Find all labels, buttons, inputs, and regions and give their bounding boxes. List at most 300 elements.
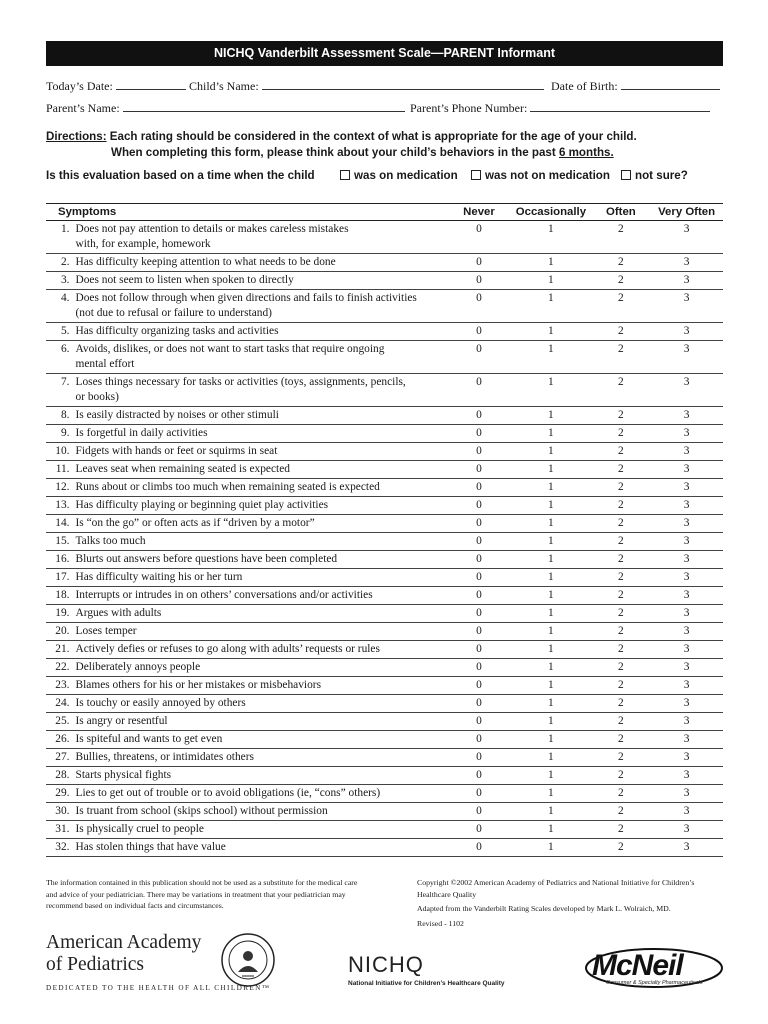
symptom-number: 17.: [46, 569, 76, 587]
rating-option[interactable]: 0: [448, 497, 510, 515]
symptom-number: 26.: [46, 731, 76, 749]
rating-option[interactable]: 2: [592, 767, 651, 785]
rating-option[interactable]: 3: [650, 587, 723, 605]
table-row: [46, 677, 723, 695]
info-row-1: [46, 79, 723, 97]
mcneil-wordmark: McNeil: [592, 949, 683, 982]
rating-option[interactable]: 0: [448, 551, 510, 569]
symptom-text-line: Bullies, threatens, or intimidates others: [75, 751, 254, 763]
symptom-number: 6.: [46, 341, 76, 374]
symptom-text-line: Has difficulty waiting his or her turn: [75, 571, 243, 583]
symptom-text-line: Talks too much: [75, 535, 146, 547]
rating-option[interactable]: 2: [592, 821, 651, 839]
rating-option[interactable]: 1: [510, 731, 591, 749]
checkbox-icon[interactable]: [471, 170, 481, 180]
rating-option[interactable]: 3: [650, 821, 723, 839]
table-row: [46, 659, 723, 677]
todays-date-field[interactable]: [46, 79, 186, 94]
rating-option[interactable]: 2: [592, 569, 651, 587]
rating-option[interactable]: 2: [592, 323, 651, 341]
rating-option[interactable]: 1: [510, 290, 591, 323]
rating-option[interactable]: 2: [592, 533, 651, 551]
rating-option[interactable]: 1: [510, 695, 591, 713]
nichq-subtitle: National Initiative for Children’s Healthcare Quality: [348, 980, 505, 987]
rating-option[interactable]: 3: [650, 659, 723, 677]
rating-option[interactable]: 2: [592, 443, 651, 461]
revised-text: Revised - 1102: [417, 918, 464, 928]
rating-option[interactable]: 1: [510, 374, 591, 407]
rating-option[interactable]: 1: [510, 587, 591, 605]
rating-option[interactable]: 2: [592, 551, 651, 569]
rating-option[interactable]: 0: [448, 425, 510, 443]
rating-option[interactable]: 0: [448, 443, 510, 461]
rating-option[interactable]: 3: [650, 713, 723, 731]
symptom-text-line: Deliberately annoys people: [75, 661, 201, 673]
symptom-text: [76, 587, 448, 605]
aap-logo: [46, 932, 296, 1002]
symptom-text: [76, 821, 448, 839]
symptom-text-line: Avoids, dislikes, or does not want to start tasks that require ongoing: [75, 343, 385, 355]
directions-label: Directions:: [46, 130, 107, 143]
rating-option[interactable]: 3: [650, 695, 723, 713]
rating-option[interactable]: 1: [510, 443, 591, 461]
nichq-wordmark: NICHQ: [348, 952, 424, 977]
symptom-text: [76, 605, 448, 623]
symptom-text-line: Blames others for his or her mistakes or misbehaviors: [75, 679, 321, 691]
rating-option[interactable]: 0: [448, 479, 510, 497]
symptom-text-line: mental effort: [75, 358, 135, 370]
rating-option[interactable]: 3: [650, 569, 723, 587]
table-row: [46, 713, 723, 731]
rating-option[interactable]: 0: [448, 374, 510, 407]
nichq-logo: [348, 952, 528, 997]
rating-option[interactable]: 3: [650, 623, 723, 641]
rating-option[interactable]: 3: [650, 479, 723, 497]
rating-option[interactable]: 2: [592, 515, 651, 533]
header-often: Often: [592, 204, 651, 221]
rating-option[interactable]: 2: [592, 605, 651, 623]
symptom-number: 14.: [46, 515, 76, 533]
rating-option[interactable]: 0: [448, 533, 510, 551]
symptom-text-line: or books): [75, 391, 119, 403]
rating-option[interactable]: 3: [650, 272, 723, 290]
aap-line-1: American Academy: [46, 932, 202, 953]
rating-option[interactable]: 2: [592, 479, 651, 497]
parents-name-field[interactable]: [46, 101, 405, 116]
symptom-text: [76, 659, 448, 677]
rating-option[interactable]: 1: [510, 713, 591, 731]
symptoms-table: [46, 203, 723, 857]
table-row: [46, 254, 723, 272]
rating-option[interactable]: 1: [510, 533, 591, 551]
rating-option[interactable]: 1: [510, 677, 591, 695]
symptom-text: [76, 479, 448, 497]
directions-line-2: When completing this form, please think about your child’s behaviors in the past: [111, 146, 556, 159]
rating-option[interactable]: 3: [650, 785, 723, 803]
symptom-text: [76, 254, 448, 272]
symptom-text-line: Starts physical fights: [75, 769, 172, 781]
table-row: [46, 695, 723, 713]
symptom-text: [76, 569, 448, 587]
table-header-row: [46, 204, 723, 221]
option-label: not sure?: [635, 169, 688, 182]
rating-option[interactable]: 0: [448, 839, 510, 857]
symptom-text: [76, 713, 448, 731]
rating-option[interactable]: 0: [448, 569, 510, 587]
rating-option[interactable]: 2: [592, 272, 651, 290]
symptom-text: [76, 443, 448, 461]
symptom-text-line: Runs about or climbs too much when remaining seated is expected: [75, 481, 380, 493]
rating-option[interactable]: 1: [510, 569, 591, 587]
option-not-on-medication[interactable]: [471, 169, 610, 182]
symptom-number: 8.: [46, 407, 76, 425]
rating-option[interactable]: 0: [448, 695, 510, 713]
rating-option[interactable]: 0: [448, 515, 510, 533]
option-on-medication[interactable]: [340, 169, 458, 182]
table-row: [46, 569, 723, 587]
symptom-text: [76, 461, 448, 479]
rating-option[interactable]: 3: [650, 290, 723, 323]
rating-option[interactable]: 0: [448, 713, 510, 731]
table-row: [46, 272, 723, 290]
rating-option[interactable]: 3: [650, 533, 723, 551]
rating-option[interactable]: 3: [650, 254, 723, 272]
header-symptoms: Symptoms: [46, 204, 448, 221]
header-very-often: Very Often: [650, 204, 723, 221]
table-row: [46, 551, 723, 569]
rating-option[interactable]: 2: [592, 425, 651, 443]
rating-option[interactable]: 0: [448, 221, 510, 254]
symptom-number: 28.: [46, 767, 76, 785]
mcneil-subtitle: Consumer & Specialty Pharmaceuticals: [606, 980, 703, 986]
table-row: [46, 443, 723, 461]
symptom-text-line: Does not pay attention to details or makes careless mistakes: [75, 223, 349, 235]
symptom-number: 4.: [46, 290, 76, 323]
symptom-text: [76, 785, 448, 803]
table-row: [46, 323, 723, 341]
rating-option[interactable]: 1: [510, 767, 591, 785]
rating-option[interactable]: 1: [510, 515, 591, 533]
rating-option[interactable]: 0: [448, 254, 510, 272]
symptom-text-line: Loses things necessary for tasks or activities (toys, assignments, pencils,: [75, 376, 406, 388]
table-row: [46, 749, 723, 767]
symptom-number: 18.: [46, 587, 76, 605]
option-label: was not on medication: [485, 169, 610, 182]
symptom-number: 31.: [46, 821, 76, 839]
table-row: [46, 374, 723, 407]
symptom-text-line: Does not follow through when given directions and fails to finish activities: [75, 292, 417, 304]
symptom-text: [76, 641, 448, 659]
rating-option[interactable]: 3: [650, 374, 723, 407]
rating-option[interactable]: 0: [448, 623, 510, 641]
rating-option[interactable]: 0: [448, 272, 510, 290]
copyright-block: [417, 877, 727, 932]
symptom-number: 5.: [46, 323, 76, 341]
symptom-text-line: Is spiteful and wants to get even: [75, 733, 223, 745]
rating-option[interactable]: 2: [592, 497, 651, 515]
rating-option[interactable]: 0: [448, 821, 510, 839]
table-row: [46, 623, 723, 641]
rating-option[interactable]: 2: [592, 659, 651, 677]
rating-option[interactable]: 1: [510, 641, 591, 659]
symptom-number: 22.: [46, 659, 76, 677]
rating-option[interactable]: 1: [510, 497, 591, 515]
disclaimer: The information contained in this publication should not be used as a substitute for the medical care and advice of your pediatrician. There may be variations in treatment that your pediatrician may recommend based on individual facts and circumstances.: [46, 878, 358, 910]
rating-option[interactable]: 1: [510, 341, 591, 374]
symptom-text: [76, 677, 448, 695]
table-row: [46, 605, 723, 623]
table-row: [46, 821, 723, 839]
symptom-text: [76, 515, 448, 533]
mcneil-logo: [584, 946, 724, 996]
symptom-number: 16.: [46, 551, 76, 569]
parents-name-label: Parent’s Name:: [46, 101, 120, 115]
rating-option[interactable]: 0: [448, 605, 510, 623]
symptom-text: [76, 341, 448, 374]
symptom-text: [76, 839, 448, 857]
rating-option[interactable]: 2: [592, 713, 651, 731]
symptom-text-line: Is angry or resentful: [75, 715, 168, 727]
rating-option[interactable]: 0: [448, 461, 510, 479]
rating-option[interactable]: 0: [448, 641, 510, 659]
rating-option[interactable]: 0: [448, 341, 510, 374]
rating-option[interactable]: 0: [448, 731, 510, 749]
rating-option[interactable]: 3: [650, 677, 723, 695]
rating-option[interactable]: 3: [650, 221, 723, 254]
symptom-number: 29.: [46, 785, 76, 803]
symptom-text: [76, 551, 448, 569]
header-never: Never: [448, 204, 510, 221]
aap-seal-icon: [220, 932, 276, 988]
parents-phone-label: Parent’s Phone Number:: [410, 101, 528, 115]
rating-option[interactable]: 1: [510, 803, 591, 821]
symptom-text: [76, 767, 448, 785]
rating-option[interactable]: 2: [592, 374, 651, 407]
symptom-text-line: Is easily distracted by noises or other stimuli: [75, 409, 279, 421]
symptom-text-line: Is truant from school (skips school) without permission: [75, 805, 328, 817]
symptom-number: 32.: [46, 839, 76, 857]
rating-option[interactable]: 3: [650, 749, 723, 767]
rating-option[interactable]: 3: [650, 641, 723, 659]
rating-option[interactable]: 1: [510, 221, 591, 254]
table-row: [46, 839, 723, 857]
rating-option[interactable]: 1: [510, 254, 591, 272]
table-row: [46, 533, 723, 551]
symptom-text: [76, 425, 448, 443]
rating-option[interactable]: 3: [650, 407, 723, 425]
rating-option[interactable]: 3: [650, 731, 723, 749]
rating-option[interactable]: 2: [592, 839, 651, 857]
symptom-number: 21.: [46, 641, 76, 659]
rating-option[interactable]: 3: [650, 497, 723, 515]
rating-option[interactable]: 1: [510, 623, 591, 641]
rating-option[interactable]: 1: [510, 785, 591, 803]
rating-option[interactable]: 2: [592, 803, 651, 821]
symptom-text-line: Lies to get out of trouble or to avoid obligations (ie, “cons” others): [75, 787, 381, 799]
symptom-text: [76, 497, 448, 515]
symptom-text: [76, 374, 448, 407]
symptom-number: 30.: [46, 803, 76, 821]
rating-option[interactable]: 1: [510, 749, 591, 767]
checkbox-icon[interactable]: [621, 170, 631, 180]
table-row: [46, 587, 723, 605]
aap-line-2: of Pediatrics: [46, 954, 145, 975]
checkbox-icon[interactable]: [340, 170, 350, 180]
rating-option[interactable]: 1: [510, 659, 591, 677]
evaluation-question-text: Is this evaluation based on a time when the child: [46, 169, 315, 182]
date-of-birth-label: Date of Birth:: [551, 79, 618, 93]
rating-option[interactable]: 2: [592, 677, 651, 695]
rating-option[interactable]: 3: [650, 803, 723, 821]
rating-option[interactable]: 0: [448, 587, 510, 605]
rating-option[interactable]: 3: [650, 443, 723, 461]
table-row: [46, 407, 723, 425]
symptom-text: [76, 533, 448, 551]
table-row: [46, 425, 723, 443]
table-row: [46, 515, 723, 533]
rating-option[interactable]: 0: [448, 803, 510, 821]
rating-option[interactable]: 2: [592, 641, 651, 659]
symptom-number: 27.: [46, 749, 76, 767]
symptom-number: 25.: [46, 713, 76, 731]
rating-option[interactable]: 2: [592, 407, 651, 425]
symptom-text: [76, 731, 448, 749]
symptom-number: 12.: [46, 479, 76, 497]
rating-option[interactable]: 1: [510, 479, 591, 497]
symptom-text: [76, 803, 448, 821]
symptom-text-line: Interrupts or intrudes in on others’ conversations and/or activities: [75, 589, 373, 601]
symptom-text: [76, 290, 448, 323]
evaluation-question: [46, 169, 726, 185]
rating-option[interactable]: 3: [650, 767, 723, 785]
symptom-text-line: with, for example, homework: [75, 238, 211, 250]
rating-option[interactable]: 0: [448, 749, 510, 767]
rating-option[interactable]: 3: [650, 323, 723, 341]
symptom-text: [76, 623, 448, 641]
table-row: [46, 479, 723, 497]
rating-option[interactable]: 1: [510, 461, 591, 479]
rating-option[interactable]: 2: [592, 461, 651, 479]
table-row: [46, 803, 723, 821]
symptom-number: 13.: [46, 497, 76, 515]
symptom-text-line: Actively defies or refuses to go along with adults’ requests or rules: [75, 643, 380, 655]
rating-option[interactable]: 0: [448, 323, 510, 341]
rating-option[interactable]: 1: [510, 323, 591, 341]
table-row: [46, 461, 723, 479]
rating-option[interactable]: 0: [448, 290, 510, 323]
table-row: [46, 341, 723, 374]
symptom-number: 24.: [46, 695, 76, 713]
rating-option[interactable]: 2: [592, 587, 651, 605]
childs-name-field[interactable]: [189, 79, 544, 94]
option-not-sure[interactable]: [621, 169, 688, 182]
rating-option[interactable]: 3: [650, 425, 723, 443]
symptom-text-line: Is forgetful in daily activities: [75, 427, 208, 439]
symptom-number: 10.: [46, 443, 76, 461]
symptom-text: [76, 695, 448, 713]
symptoms-body: [46, 221, 723, 857]
rating-option[interactable]: 2: [592, 731, 651, 749]
symptom-number: 11.: [46, 461, 76, 479]
symptom-text-line: (not due to refusal or failure to understand): [75, 307, 272, 319]
directions-line-1: Each rating should be considered in the context of what is appropriate for the age of your child.: [109, 130, 637, 143]
symptom-text: [76, 749, 448, 767]
symptom-number: 7.: [46, 374, 76, 407]
rating-option[interactable]: 2: [592, 623, 651, 641]
rating-option[interactable]: 0: [448, 407, 510, 425]
rating-option[interactable]: 0: [448, 677, 510, 695]
symptom-text-line: Leaves seat when remaining seated is expected: [75, 463, 290, 475]
symptom-text: [76, 407, 448, 425]
parents-phone-field[interactable]: [410, 101, 710, 116]
symptom-text-line: Has difficulty organizing tasks and activities: [75, 325, 279, 337]
table-row: [46, 641, 723, 659]
rating-option[interactable]: 1: [510, 551, 591, 569]
symptom-text-line: Is “on the go” or often acts as if “driven by a motor”: [75, 517, 315, 529]
aap-tagline: DEDICATED TO THE HEALTH OF ALL CHILDREN™: [46, 984, 271, 992]
rating-option[interactable]: 0: [448, 785, 510, 803]
symptom-text-line: Is physically cruel to people: [75, 823, 204, 835]
rating-option[interactable]: 1: [510, 425, 591, 443]
rating-option[interactable]: 3: [650, 515, 723, 533]
rating-option[interactable]: 1: [510, 839, 591, 857]
symptom-text-line: Has difficulty keeping attention to what needs to be done: [75, 256, 336, 268]
symptom-text-line: Fidgets with hands or feet or squirms in seat: [75, 445, 278, 457]
directions-emphasis: 6 months.: [558, 146, 614, 159]
rating-option[interactable]: 3: [650, 551, 723, 569]
date-of-birth-field[interactable]: [551, 79, 720, 94]
aap-wordmark: [46, 932, 201, 976]
todays-date-label: Today’s Date:: [46, 79, 113, 93]
symptom-text-line: Blurts out answers before questions have been completed: [75, 553, 338, 565]
rating-option[interactable]: 3: [650, 341, 723, 374]
childs-name-label: Child’s Name:: [189, 79, 259, 93]
rating-option[interactable]: 0: [448, 767, 510, 785]
symptom-number: 20.: [46, 623, 76, 641]
table-row: [46, 785, 723, 803]
rating-option[interactable]: 2: [592, 290, 651, 323]
rating-option[interactable]: 2: [592, 785, 651, 803]
symptom-text-line: Has stolen things that have value: [75, 841, 226, 853]
rating-option[interactable]: 3: [650, 461, 723, 479]
rating-option[interactable]: 3: [650, 605, 723, 623]
table-row: [46, 767, 723, 785]
rating-option[interactable]: 1: [510, 407, 591, 425]
table-row: [46, 221, 723, 254]
rating-option[interactable]: 2: [592, 695, 651, 713]
symptom-number: 23.: [46, 677, 76, 695]
symptom-text-line: Is touchy or easily annoyed by others: [75, 697, 246, 709]
rating-option[interactable]: 0: [448, 659, 510, 677]
symptom-text: [76, 221, 448, 254]
rating-option[interactable]: 1: [510, 821, 591, 839]
symptom-number: 9.: [46, 425, 76, 443]
rating-option[interactable]: 2: [592, 221, 651, 254]
rating-option[interactable]: 2: [592, 254, 651, 272]
adapted-text: Adapted from the Vanderbilt Rating Scales developed by Mark L. Wolraich, MD.: [417, 904, 671, 913]
symptom-number: 2.: [46, 254, 76, 272]
rating-option[interactable]: 1: [510, 605, 591, 623]
rating-option[interactable]: 2: [592, 749, 651, 767]
option-label: was on medication: [354, 169, 458, 182]
header-occasionally: Occasionally: [510, 204, 591, 221]
symptom-text-line: Has difficulty playing or beginning quiet play activities: [75, 499, 329, 511]
directions: [46, 129, 726, 161]
rating-option[interactable]: 2: [592, 341, 651, 374]
rating-option[interactable]: 1: [510, 272, 591, 290]
rating-option[interactable]: 3: [650, 839, 723, 857]
symptom-text: [76, 272, 448, 290]
